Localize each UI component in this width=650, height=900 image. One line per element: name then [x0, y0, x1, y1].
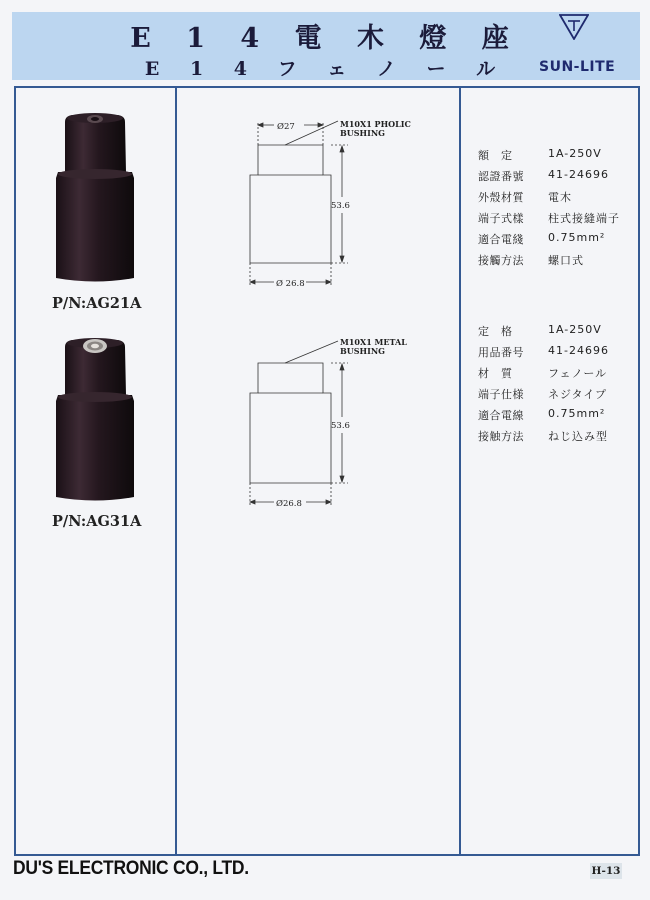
bushing-label-line1: M10X1 PHOLIC: [340, 119, 411, 129]
spec-value: ねじ込み型: [548, 430, 608, 443]
spec-value: 41-24696: [548, 344, 609, 357]
part-number-ag21a: P/N:AG21A: [52, 295, 142, 312]
spec-value: 電木: [548, 191, 572, 204]
header-banner: [12, 12, 640, 80]
spec-value: 41-24696: [548, 168, 609, 181]
spec-value: 柱式接縫端子: [548, 212, 620, 225]
technical-drawing-ag21a: [240, 115, 440, 295]
spec-key: 額 定: [478, 149, 513, 162]
sun-lite-logo-icon: [559, 14, 589, 40]
spec-key: 接觸方法: [478, 254, 524, 267]
spec-value: ネジタイプ: [548, 388, 608, 401]
spec-value: 0.75mm²: [548, 407, 606, 420]
spec-value: フェノール: [548, 367, 608, 380]
bushing-label-line2: BUSHING: [340, 346, 385, 356]
company-name: DU'S ELECTRONIC CO., LTD.: [13, 858, 249, 879]
spec-key: 接触方法: [478, 430, 524, 443]
spec-key: 用品番号: [478, 346, 524, 359]
bushing-label-line2: BUSHING: [340, 128, 385, 138]
page-title: E 1 4 電 木 燈 座: [130, 23, 522, 54]
column-divider-1: [175, 88, 177, 854]
spec-key: 適合電線: [478, 409, 524, 422]
height-label: 53.6: [331, 201, 350, 211]
product-photo-ag31a: [50, 335, 140, 505]
part-number-ag31a: P/N:AG31A: [52, 513, 142, 530]
spec-key: 認證番號: [478, 170, 524, 183]
product-photo-ag21a: [50, 110, 140, 285]
spec-key: 材 質: [478, 367, 513, 380]
bottom-diameter-label: Ø26.8: [276, 499, 302, 509]
spec-value: 1A-250V: [548, 147, 602, 160]
top-diameter-label: Ø27: [277, 122, 295, 132]
spec-value: 1A-250V: [548, 323, 602, 336]
spec-key: 適合電綫: [478, 233, 524, 246]
spec-value: 螺口式: [548, 254, 584, 267]
spec-key: 端子式樣: [478, 212, 524, 225]
height-label: 53.6: [331, 421, 350, 431]
brand-name: SUN-LITE: [539, 59, 616, 75]
technical-drawing-ag31a: [240, 335, 440, 515]
page-subtitle: E 1 4 フ ェ ノ ー ル: [144, 58, 508, 80]
page-number: H-13: [591, 865, 621, 877]
bushing-label-line1: M10X1 METAL: [340, 337, 407, 347]
bottom-diameter-label: Ø 26.8: [276, 279, 305, 289]
column-divider-2: [459, 88, 461, 854]
spec-value: 0.75mm²: [548, 231, 606, 244]
spec-key: 外殼材質: [478, 191, 524, 204]
spec-key: 定 格: [478, 325, 513, 338]
spec-key: 端子仕様: [478, 388, 524, 401]
